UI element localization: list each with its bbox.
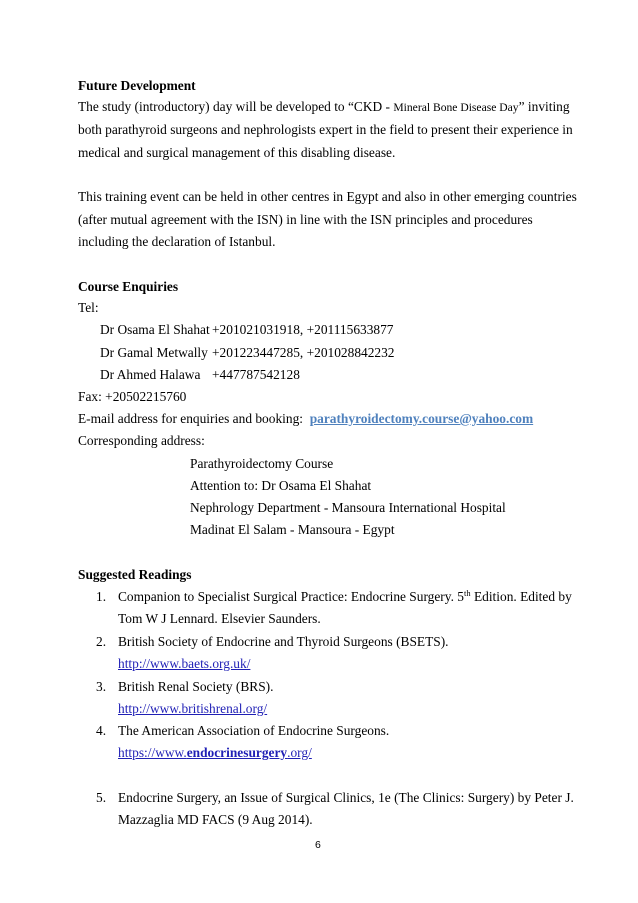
reading-item-number: 1. [96, 589, 107, 604]
page-number: 6 [315, 839, 321, 851]
reading-item-number: 3. [96, 679, 107, 694]
link-part-bold: endocrinesurgery [186, 745, 288, 760]
reading-item-2-link [118, 656, 250, 672]
future-paragraph-2-line-1: This training event can be held in other centres in Egypt and also in other emerging countries [78, 189, 577, 204]
reading-1-text-a: Companion to Specialist Surgical Practice: Endocrine Surgery. 5 [118, 589, 464, 604]
reading-1-superscript: th [463, 588, 471, 598]
link-part: https://www. [118, 745, 187, 760]
contact-name: Dr Osama El Shahat [100, 322, 210, 337]
reading-item-1-line-1 [118, 589, 572, 605]
reading-item-2-title: British Society of Endocrine and Thyroid Surgeons (BSETS). [118, 634, 449, 649]
link-part: .org/ [287, 745, 312, 760]
address-line: Attention to: Dr Osama El Shahat [190, 478, 372, 493]
reading-item-number: 2. [96, 634, 107, 649]
future-paragraph-1-line-3: medical and surgical management of this disabling disease. [78, 145, 396, 160]
reading-item-1-line-2: Tom W J Lennard. Elsevier Saunders. [118, 611, 321, 626]
reading-item-3-title: British Renal Society (BRS). [118, 679, 274, 694]
email-line [78, 411, 533, 427]
reading-item-5-line-1: Endocrine Surgery, an Issue of Surgical Clinics, 1e (The Clinics: Surgery) by Peter J. [118, 790, 574, 805]
reading-item-3-link [118, 701, 267, 717]
endocrinesurgery-link[interactable] [118, 745, 312, 760]
contact-phones: +447787542128 [212, 367, 300, 382]
future-p1-text-c: ” inviting [518, 99, 570, 114]
tel-label: Tel: [78, 300, 99, 315]
contact-name: Dr Ahmed Halawa [100, 367, 201, 382]
suggested-readings-heading: Suggested Readings [78, 567, 192, 582]
contact-row [100, 322, 394, 338]
future-paragraph-1-line-2: both parathyroid surgeons and nephrologists expert in the field to present their experience in [78, 122, 573, 137]
reading-item-number: 4. [96, 723, 107, 738]
baets-link[interactable]: http://www.baets.org.uk/ [118, 656, 251, 671]
contact-phones: +201021031918, +201115633877 [212, 322, 394, 337]
address-line: Parathyroidectomy Course [190, 456, 334, 471]
future-paragraph-1-line-1 [78, 99, 570, 116]
fax-line: Fax: +20502215760 [78, 389, 187, 404]
course-enquiries-heading: Course Enquiries [78, 279, 179, 294]
reading-item-4-title: The American Association of Endocrine Surgeons. [118, 723, 390, 738]
reading-item-number: 5. [96, 790, 107, 805]
address-line: Madinat El Salam - Mansoura - Egypt [190, 522, 395, 537]
contact-row [100, 345, 395, 361]
reading-1-text-b: Edition. Edited by [470, 589, 572, 604]
email-label: E-mail address for enquiries and booking: [78, 411, 303, 426]
britishrenal-link[interactable]: http://www.britishrenal.org/ [118, 701, 268, 716]
email-link[interactable]: parathyroidectomy.course@yahoo.com [309, 411, 534, 426]
reading-item-5-line-2: Mazzaglia MD FACS (9 Aug 2014). [118, 812, 313, 827]
future-paragraph-2-line-2: (after mutual agreement with the ISN) in line with the ISN principles and procedures [78, 212, 533, 227]
contact-row [100, 367, 300, 383]
address-label: Corresponding address: [78, 433, 205, 448]
future-development-heading: Future Development [78, 78, 196, 93]
future-p1-text-b: Mineral Bone Disease Day [393, 101, 519, 114]
contact-phones: +201223447285, +201028842232 [212, 345, 395, 360]
reading-item-4-link [118, 745, 312, 761]
contact-name: Dr Gamal Metwally [100, 345, 208, 360]
future-p1-text-a: The study (introductory) day will be developed to “CKD - [78, 99, 394, 114]
address-line: Nephrology Department - Mansoura International Hospital [190, 500, 506, 515]
future-paragraph-2-line-3: including the declaration of Istanbul. [78, 234, 276, 249]
